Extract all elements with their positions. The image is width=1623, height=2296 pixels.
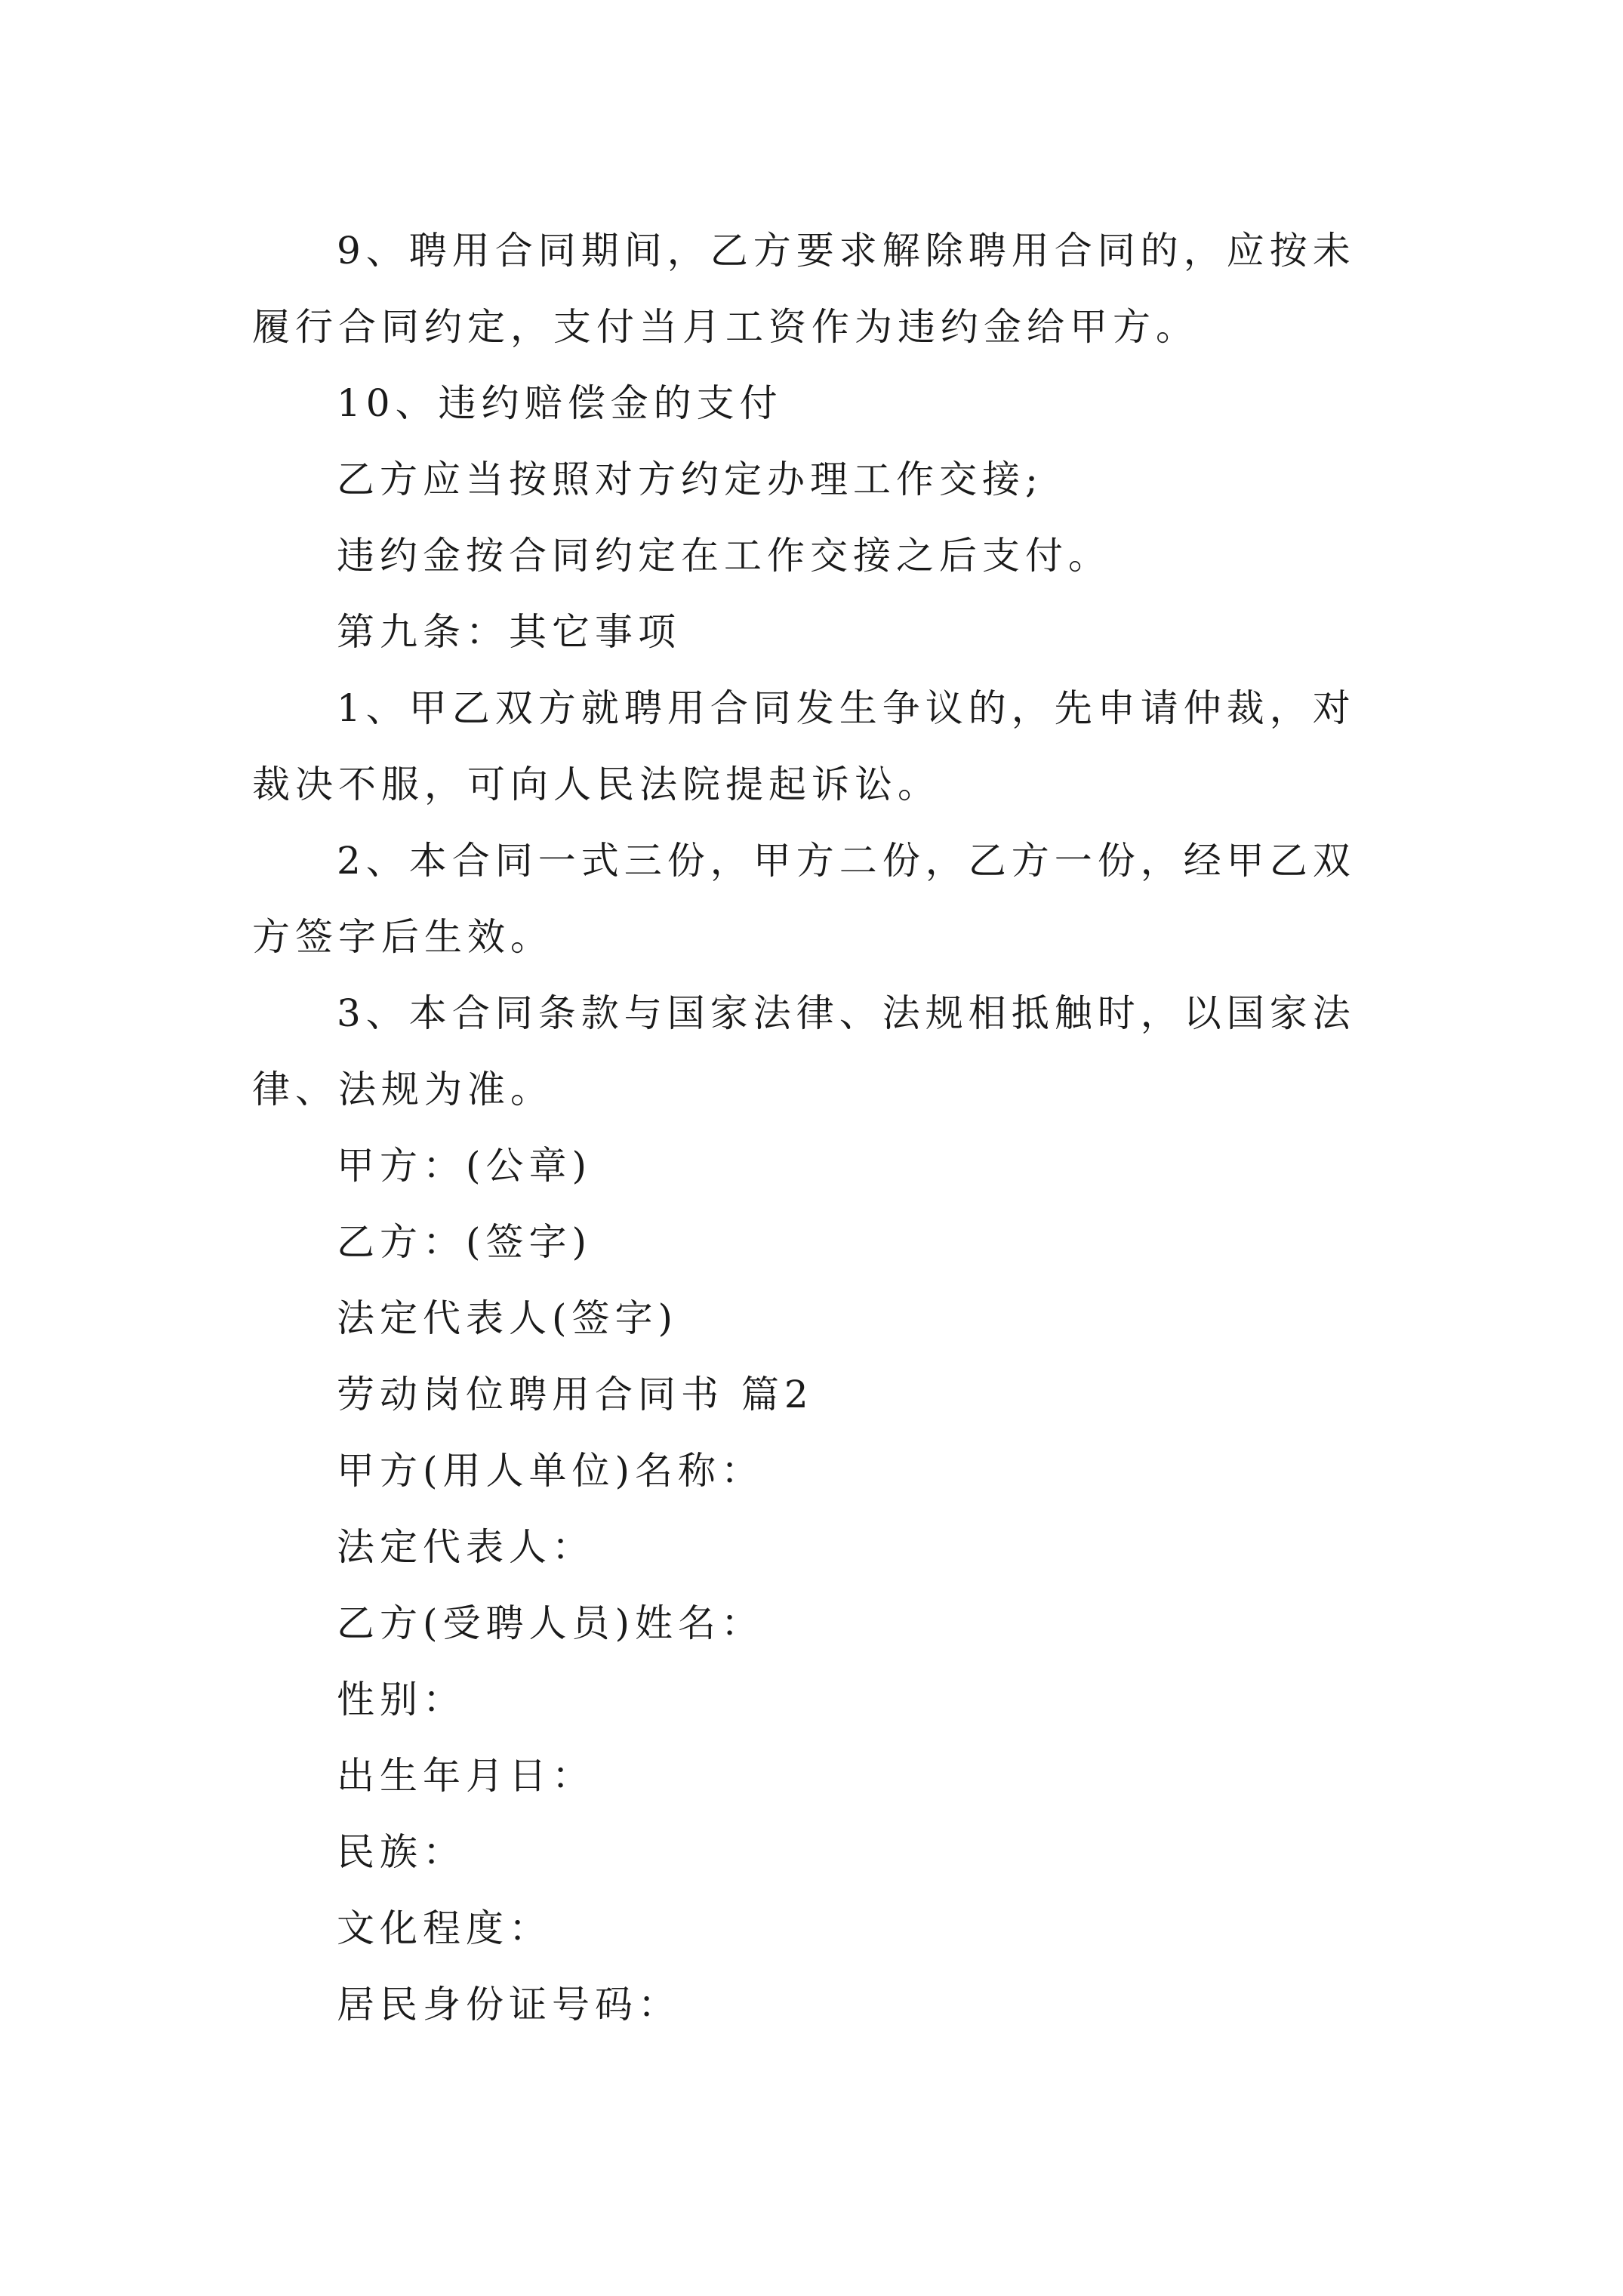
article-9-item-2: 2、本合同一式三份，甲方二份，乙方一份，经甲乙双方签字后生效。 [252,839,1356,959]
party-a-seal: 甲方：(公章) [337,1144,593,1188]
legal-representative-signature: 法定代表人(签字) [337,1296,679,1340]
clause-10-handover: 乙方应当按照对方约定办理工作交接; [337,458,1043,501]
contract-2-title: 劳动岗位聘用合同书 篇2 [337,1373,814,1416]
id-number-field: 居民身份证号码： [337,1983,681,2026]
birth-date-field: 出生年月日： [337,1754,595,1798]
clause-10-payment: 违约金按合同约定在工作交接之后支付。 [337,534,1111,578]
article-9-item-3: 3、本合同条款与国家法律、法规相抵触时，以国家法律、法规为准。 [252,991,1356,1111]
party-b-signature: 乙方：(签字) [337,1220,593,1264]
education-field: 文化程度： [337,1906,552,1950]
document-body [252,213,1384,2043]
legal-representative-field: 法定代表人： [337,1525,595,1569]
employee-name-field: 乙方(受聘人员)姓名： [337,1601,765,1645]
gender-field: 性别： [337,1678,466,1721]
ethnicity-field: 民族： [337,1830,466,1874]
clause-9-early-termination: 9、聘用合同期间，乙方要求解除聘用合同的，应按未履行合同约定，支付当月工资作为违约金给甲方。 [252,229,1356,349]
article-9-item-1: 1、甲乙双方就聘用合同发生争议的，先申请仲裁，对裁决不服，可向人民法院提起诉讼。 [252,686,1356,806]
clause-10-heading: 10、违约赔偿金的支付 [337,381,783,425]
employer-name-field: 甲方(用人单位)名称： [337,1449,765,1493]
article-9-heading: 第九条：其它事项 [337,610,681,654]
